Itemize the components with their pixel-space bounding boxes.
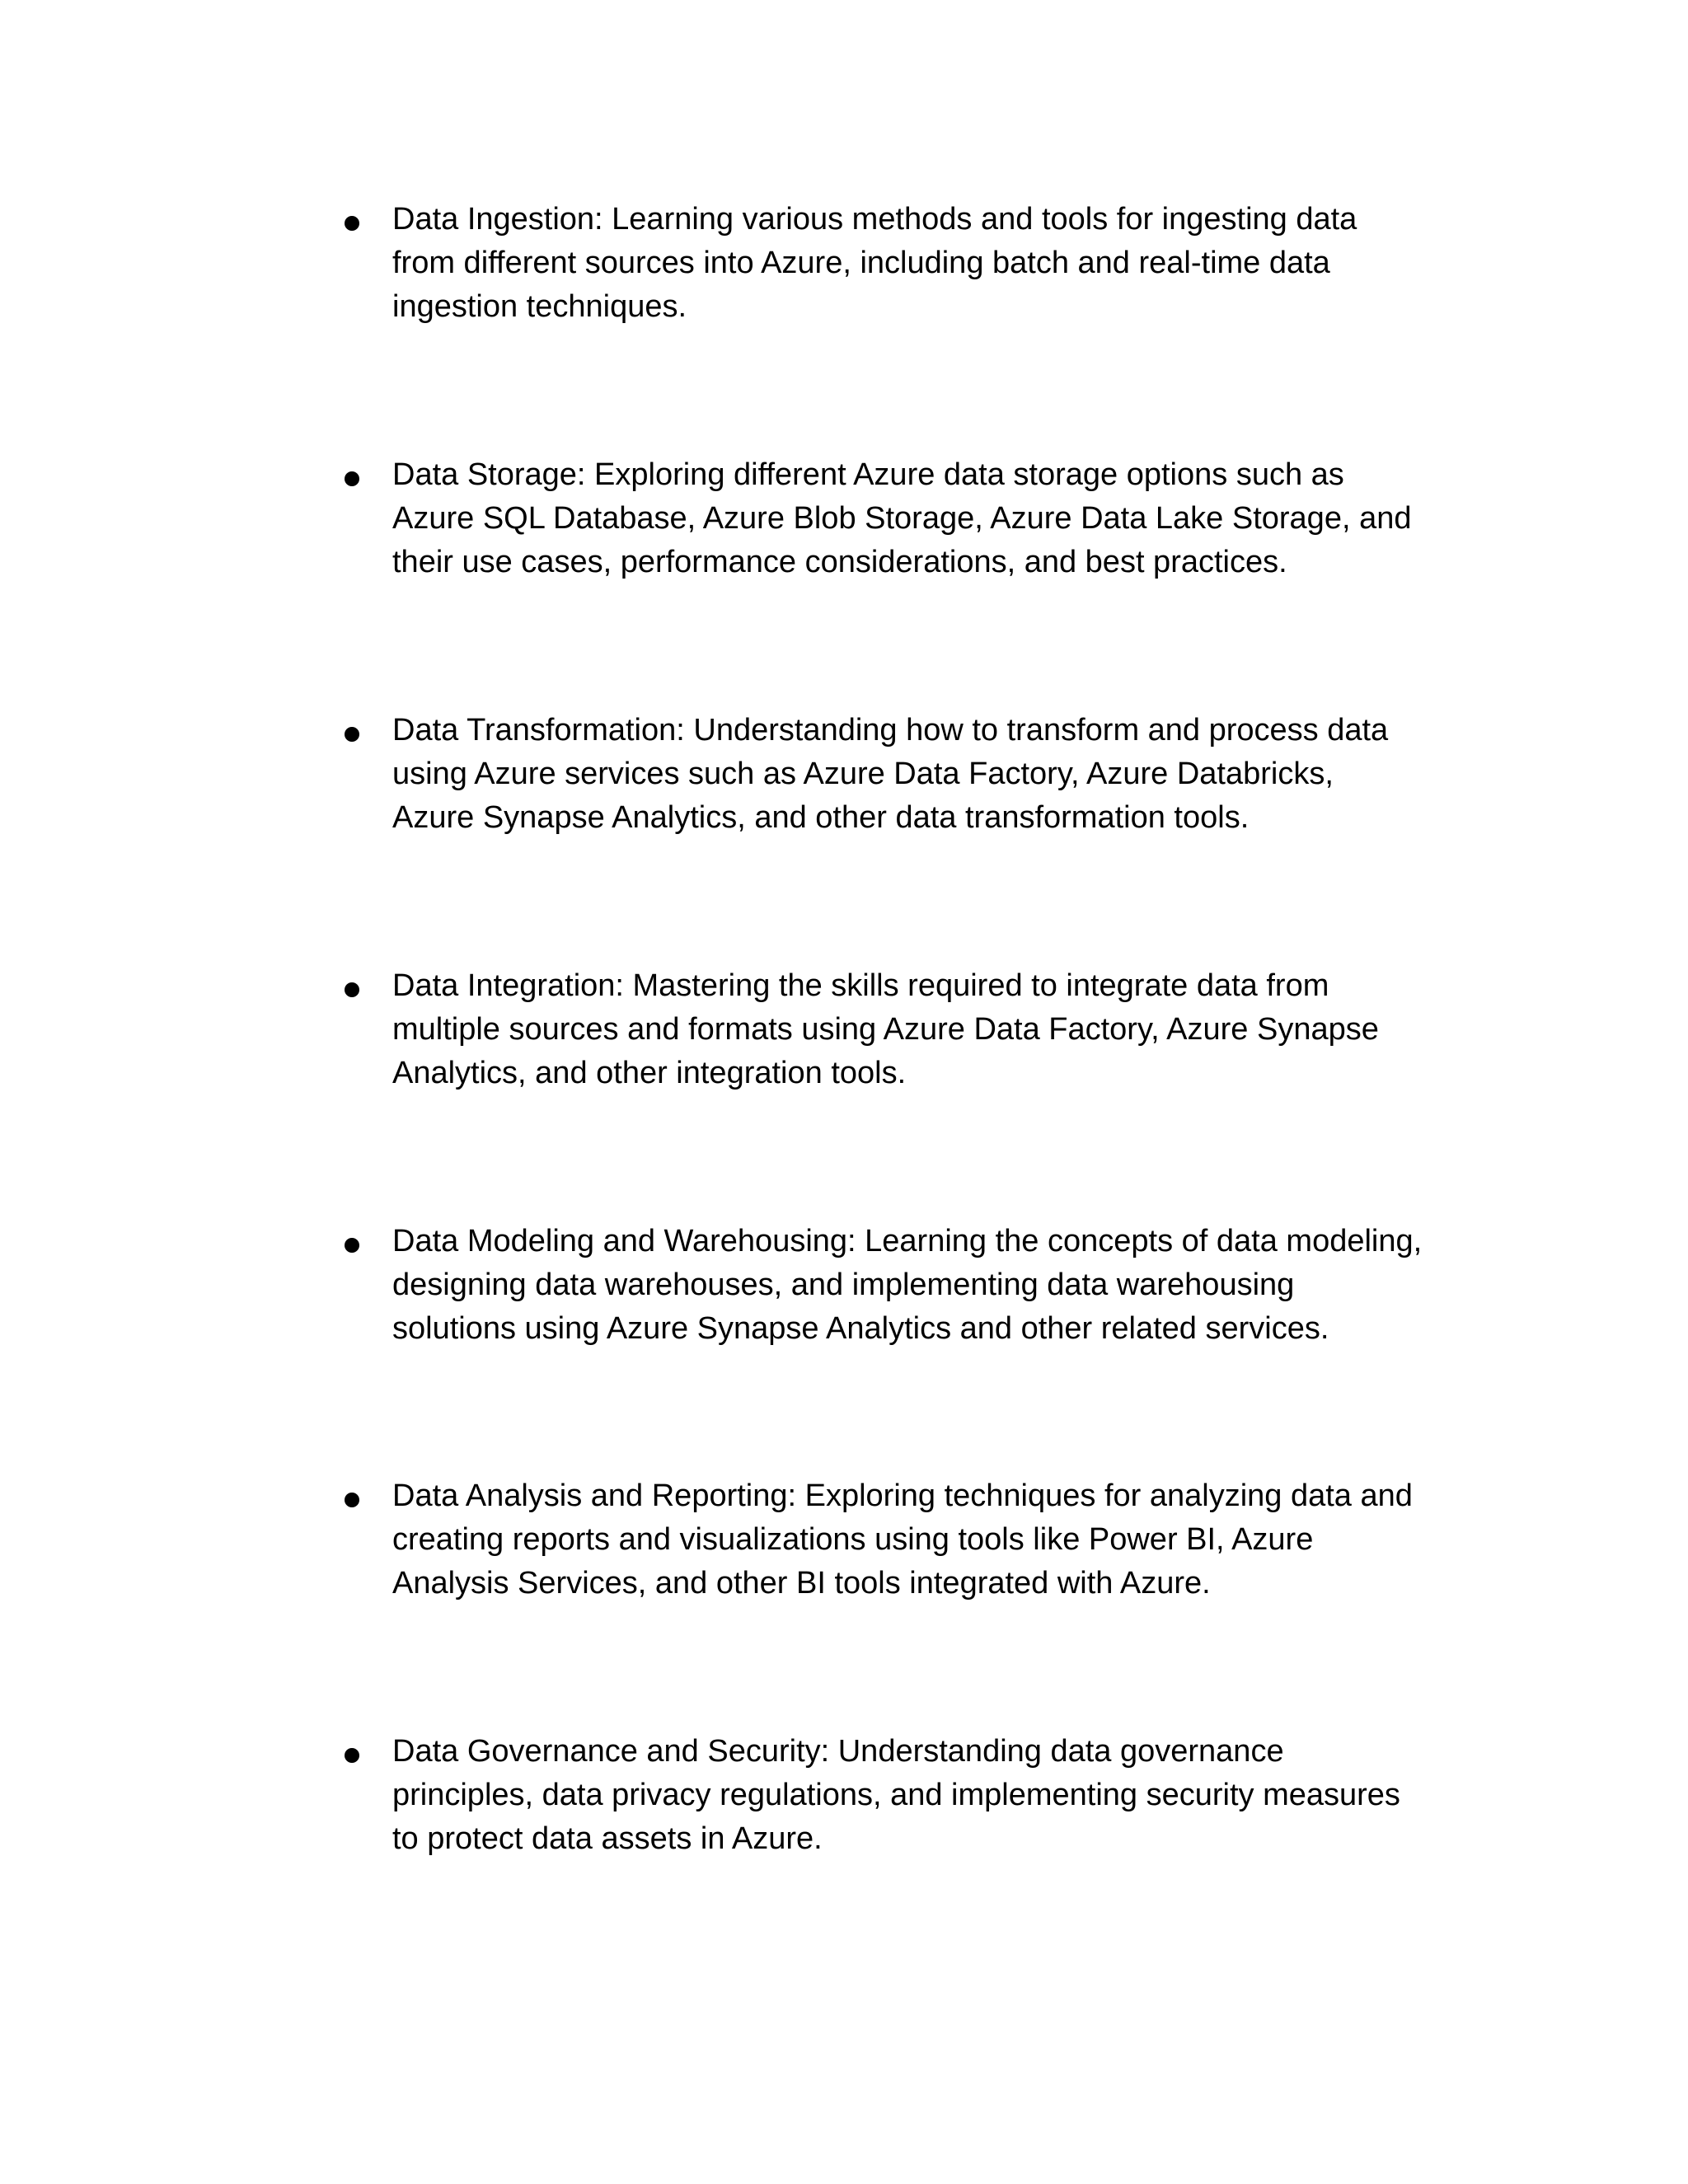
- text-line: Data Transformation: Understanding how to transform and process data: [392, 713, 1389, 748]
- list-item-data-integration: [0, 964, 1688, 1096]
- text-line: using Azure services such as Azure Data Factory, Azure Databricks,: [392, 757, 1334, 791]
- list-item-text: [392, 709, 1501, 840]
- text-line: Azure SQL Database, Azure Blob Storage, Azure Data Lake Storage, and: [392, 501, 1412, 536]
- text-line: multiple sources and formats using Azure Data Factory, Azure Synapse: [392, 1012, 1379, 1047]
- text-line: Data Modeling and Warehousing: Learning the concepts of data modeling,: [392, 1224, 1423, 1258]
- text-line: their use cases, performance considerations, and best practices.: [392, 545, 1287, 579]
- list-item-data-modeling: [0, 1220, 1688, 1352]
- list-item-text: [392, 1474, 1501, 1605]
- list-item-data-governance: [0, 1730, 1688, 1862]
- list-item-data-storage: [0, 453, 1688, 585]
- text-line: designing data warehouses, and implementing data warehousing: [392, 1268, 1295, 1302]
- list-item-text: [392, 964, 1501, 1095]
- bullet-icon: [345, 1238, 359, 1253]
- text-line: Data Storage: Exploring different Azure data storage options such as: [392, 457, 1344, 492]
- bullet-icon: [345, 471, 359, 486]
- text-line: Data Integration: Mastering the skills required to integrate data from: [392, 968, 1329, 1003]
- text-line: principles, data privacy regulations, and implementing security measures: [392, 1778, 1400, 1812]
- text-line: Data Ingestion: Learning various methods and tools for ingesting data: [392, 202, 1357, 237]
- text-line: to protect data assets in Azure.: [392, 1821, 823, 1856]
- text-line: solutions using Azure Synapse Analytics and other related services.: [392, 1311, 1329, 1346]
- text-line: Data Analysis and Reporting: Exploring techniques for analyzing data and: [392, 1479, 1413, 1513]
- text-line: ingestion techniques.: [392, 289, 687, 324]
- text-line: from different sources into Azure, including batch and real-time data: [392, 246, 1330, 280]
- list-item-data-analysis: [0, 1474, 1688, 1606]
- list-item-data-transformation: [0, 709, 1688, 841]
- list-item-text: [392, 1220, 1501, 1351]
- text-line: Analysis Services, and other BI tools integrated with Azure.: [392, 1566, 1211, 1601]
- bullet-icon: [345, 982, 359, 997]
- bullet-icon: [345, 216, 359, 231]
- text-line: Analytics, and other integration tools.: [392, 1056, 907, 1090]
- bullet-icon: [345, 1493, 359, 1507]
- bullet-icon: [345, 1748, 359, 1763]
- text-line: Azure Synapse Analytics, and other data transformation tools.: [392, 800, 1250, 835]
- bullet-icon: [345, 727, 359, 742]
- text-line: creating reports and visualizations using tools like Power BI, Azure: [392, 1522, 1314, 1557]
- list-item-text: [392, 1730, 1501, 1861]
- text-line: Data Governance and Security: Understanding data governance: [392, 1734, 1284, 1769]
- list-item-text: [392, 453, 1501, 584]
- list-item-data-ingestion: [0, 198, 1688, 330]
- list-item-text: [392, 198, 1501, 329]
